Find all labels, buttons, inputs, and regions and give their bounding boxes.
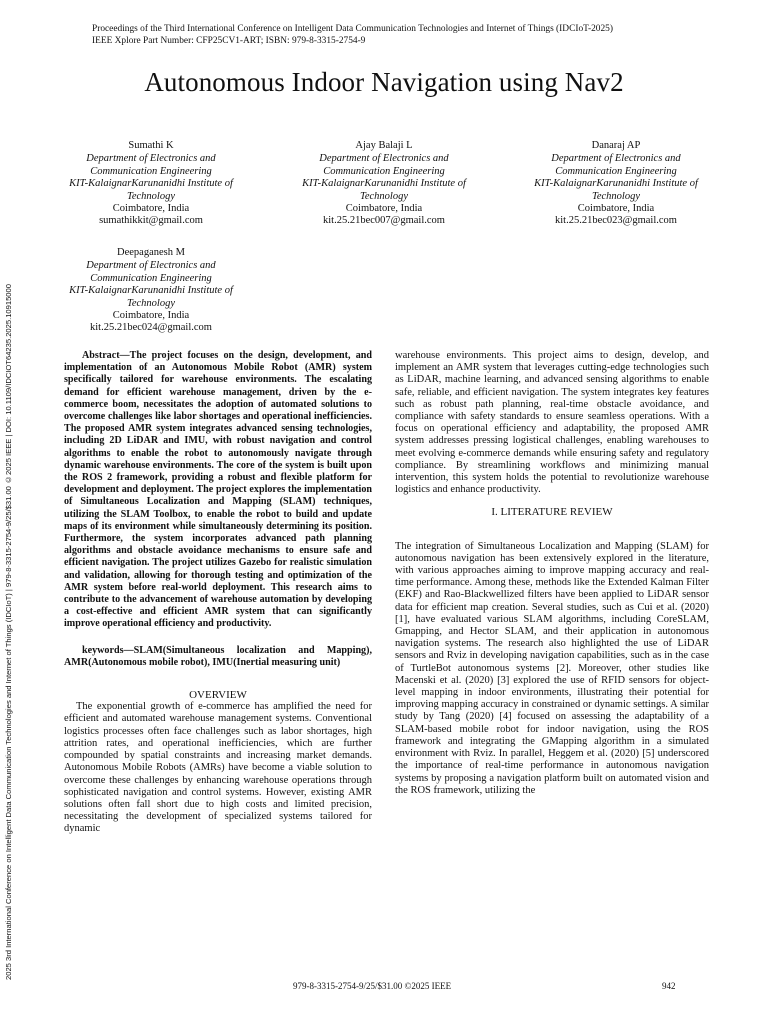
author-block-3 — [511, 140, 721, 228]
right-column — [395, 350, 709, 797]
author-block-4 — [46, 247, 256, 335]
overview-continuation: warehouse environments. This project aims to design, develop, and implement an AMR system that leverages cutting-edge technologies such as LiDAR, machine learning, and advanced sensing algorithms to enable safe, reliable, and efficient navigation. The system integrates key features such as robust path planning, real-time obstacle avoidance, and compliance with safety standards to ensure seamless operations. With a focus on operational efficiency and adaptability, the proposed AMR system addresses pressing logistical challenges, enabling warehouses to meet evolving e-commerce demands while ensuring safety and regulatory compliance. By streamlining workflows and minimizing manual intervention, this system holds the potential to revolutionize warehouse logistics and enhance productivity. — [395, 350, 709, 496]
author-dept-line2: Communication Engineering — [323, 165, 445, 177]
left-column — [64, 350, 372, 836]
author-inst-line1: KIT-KalaignarKarunanidhi Institute of — [69, 178, 233, 190]
author-dept-line2: Communication Engineering — [90, 165, 212, 177]
literature-review-heading: I. LITERATURE REVIEW — [491, 506, 613, 519]
proceedings-line: Proceedings of the Third International Conference on Intelligent Data Communication Technologies and Internet of Things (IDCIoT-2025) — [92, 24, 613, 34]
author-block-1 — [46, 140, 256, 228]
keywords-paragraph: keywords—SLAM(Simultaneous localization and Mapping), AMR(Autonomous mobile robot), IMU(Inertial measuring unit) — [64, 644, 372, 668]
author-name: Danaraj AP — [591, 140, 641, 151]
author-inst-line2: Technology — [126, 297, 176, 309]
author-dept-line1: Department of Electronics and — [319, 153, 449, 165]
author-name: Ajay Balaji L — [355, 140, 413, 151]
author-email: kit.25.21bec023@gmail.com — [555, 215, 677, 227]
overview-heading: OVERVIEW — [189, 689, 247, 702]
doi-sidebar: 2025 3rd International Conference on Intelligent Data Communication Technologies and Internet of Things (IDCIoT) | 979-8-3315-2754-9/25/$31.00 ©2025 IEEE | DOI: 10.1109/IDCIOT64235.2025.10915000 — [4, 284, 13, 980]
author-email: kit.25.21bec024@gmail.com — [90, 322, 212, 334]
author-inst-line1: KIT-KalaignarKarunanidhi Institute of — [534, 178, 698, 190]
author-city: Coimbatore, India — [345, 203, 423, 215]
author-inst-line2: Technology — [126, 190, 176, 202]
author-inst-line2: Technology — [359, 190, 409, 202]
author-inst-line1: KIT-KalaignarKarunanidhi Institute of — [302, 178, 466, 190]
author-name: Deepaganesh M — [117, 247, 185, 258]
overview-paragraph: The exponential growth of e-commerce has amplified the need for efficient and automated warehouse management systems. Conventional logistics processes often face challenges such as labor shortages, high attrition rates, and operational inefficiencies, which are further compounded by spatial constraints and increasing market demands. Autonomous Mobile Robots (AMRs) have become a viable solution to overcome these challenges by enhancing warehouse operations through sophisticated navigation and control systems. However, existing AMR solutions often fall short due to high costs and limited precision, necessitating the development of specialized systems tailored for dynamic — [64, 701, 372, 835]
author-email: kit.25.21bec007@gmail.com — [323, 215, 445, 227]
author-name: Sumathi K — [128, 140, 174, 151]
abstract-paragraph: Abstract—The project focuses on the design, development, and implementation of an Autonomous Mobile Robot (AMR) system specifically tailored for warehouse environments. The escalating demand for efficient warehouse management, driven by the e-commerce boom, necessitates the adoption of automated solutions to overcome challenges like labor shortages and operational inefficiencies. The proposed AMR system integrates advanced sensing technologies, including 2D LiDAR and IMU, with robust navigation and control algorithms to enable the robot to autonomously navigate through dynamic warehouse environments. The core of the system is built upon the ROS 2 framework, providing a robust and flexible platform for development and deployment. The project explores the implementation of Simultaneous Localization and Mapping (SLAM) techniques, utilizing the SLAM Toolbox, to enable the robot to build and update maps of its environment while simultaneously determining its position. Furthermore, the system incorporates advanced path planning algorithms and obstacle avoidance mechanisms to ensure safe and efficient navigation. The project utilizes Gazebo for realistic simulation and validation, allowing for thorough testing and optimization of the AMR system before real-world deployment. This research aims to contribute to the advancement of warehouse automation by developing a cost-effective and efficient AMR system that can significantly improve operational efficiency and productivity. — [64, 350, 372, 630]
author-city: Coimbatore, India — [112, 310, 190, 322]
footer-isbn-copyright: 979-8-3315-2754-9/25/$31.00 ©2025 IEEE — [293, 981, 452, 991]
isbn-line: IEEE Xplore Part Number: CFP25CV1-ART; ISBN: 979-8-3315-2754-9 — [92, 36, 366, 46]
author-dept-line2: Communication Engineering — [555, 165, 677, 177]
author-inst-line1: KIT-KalaignarKarunanidhi Institute of — [69, 285, 233, 297]
author-block-2 — [279, 140, 489, 228]
literature-review-paragraph: The integration of Simultaneous Localization and Mapping (SLAM) for autonomous navigation has been extensively explored in the literature, with various approaches aiming to improve mapping accuracy and real-time performance. Among these, methods like the Extended Kalman Filter (EKF) and Rao-Blackwellized filters have been applied to LiDAR sensor data for efficient map creation. Several studies, such as Cui et al. (2020) [1], have evaluated various SLAM algorithms, including CoreSLAM, Gmapping, and Hector SLAM, and their application in autonomous navigation systems. The research also highlighted the use of LiDAR sensors and Rviz in developing navigation capabilities, such as in the case of TurtleBot autonomous systems [2]. Moreover, other studies like Macenski et al. (2020) [3] explored the use of RFID sensors for object-level mapping in indoor environments, illustrating their potential for improving mapping accuracy in constrained or dynamic settings. A similar study by Tang (2020) [4] focused on assessing the adaptability of a SLAM-based mobile robot for indoor navigation, using the ROS framework and integrating the GMapping algorithm in a simulated environment with Rviz. In parallel, Heggem et al. (2020) [5] underscored the importance of real-time performance in autonomous navigation systems by proposing a navigation platform built on automated vision and the ROS framework, utilizing the — [395, 540, 709, 796]
author-dept-line1: Department of Electronics and — [86, 260, 216, 272]
page-number: 942 — [662, 981, 676, 991]
author-email: sumathikkit@gmail.com — [99, 215, 203, 227]
author-dept-line1: Department of Electronics and — [86, 153, 216, 165]
author-city: Coimbatore, India — [577, 203, 655, 215]
author-dept-line2: Communication Engineering — [90, 272, 212, 284]
author-city: Coimbatore, India — [112, 203, 190, 215]
author-inst-line2: Technology — [591, 190, 641, 202]
paper-title: Autonomous Indoor Navigation using Nav2 — [144, 67, 624, 97]
author-dept-line1: Department of Electronics and — [551, 153, 681, 165]
